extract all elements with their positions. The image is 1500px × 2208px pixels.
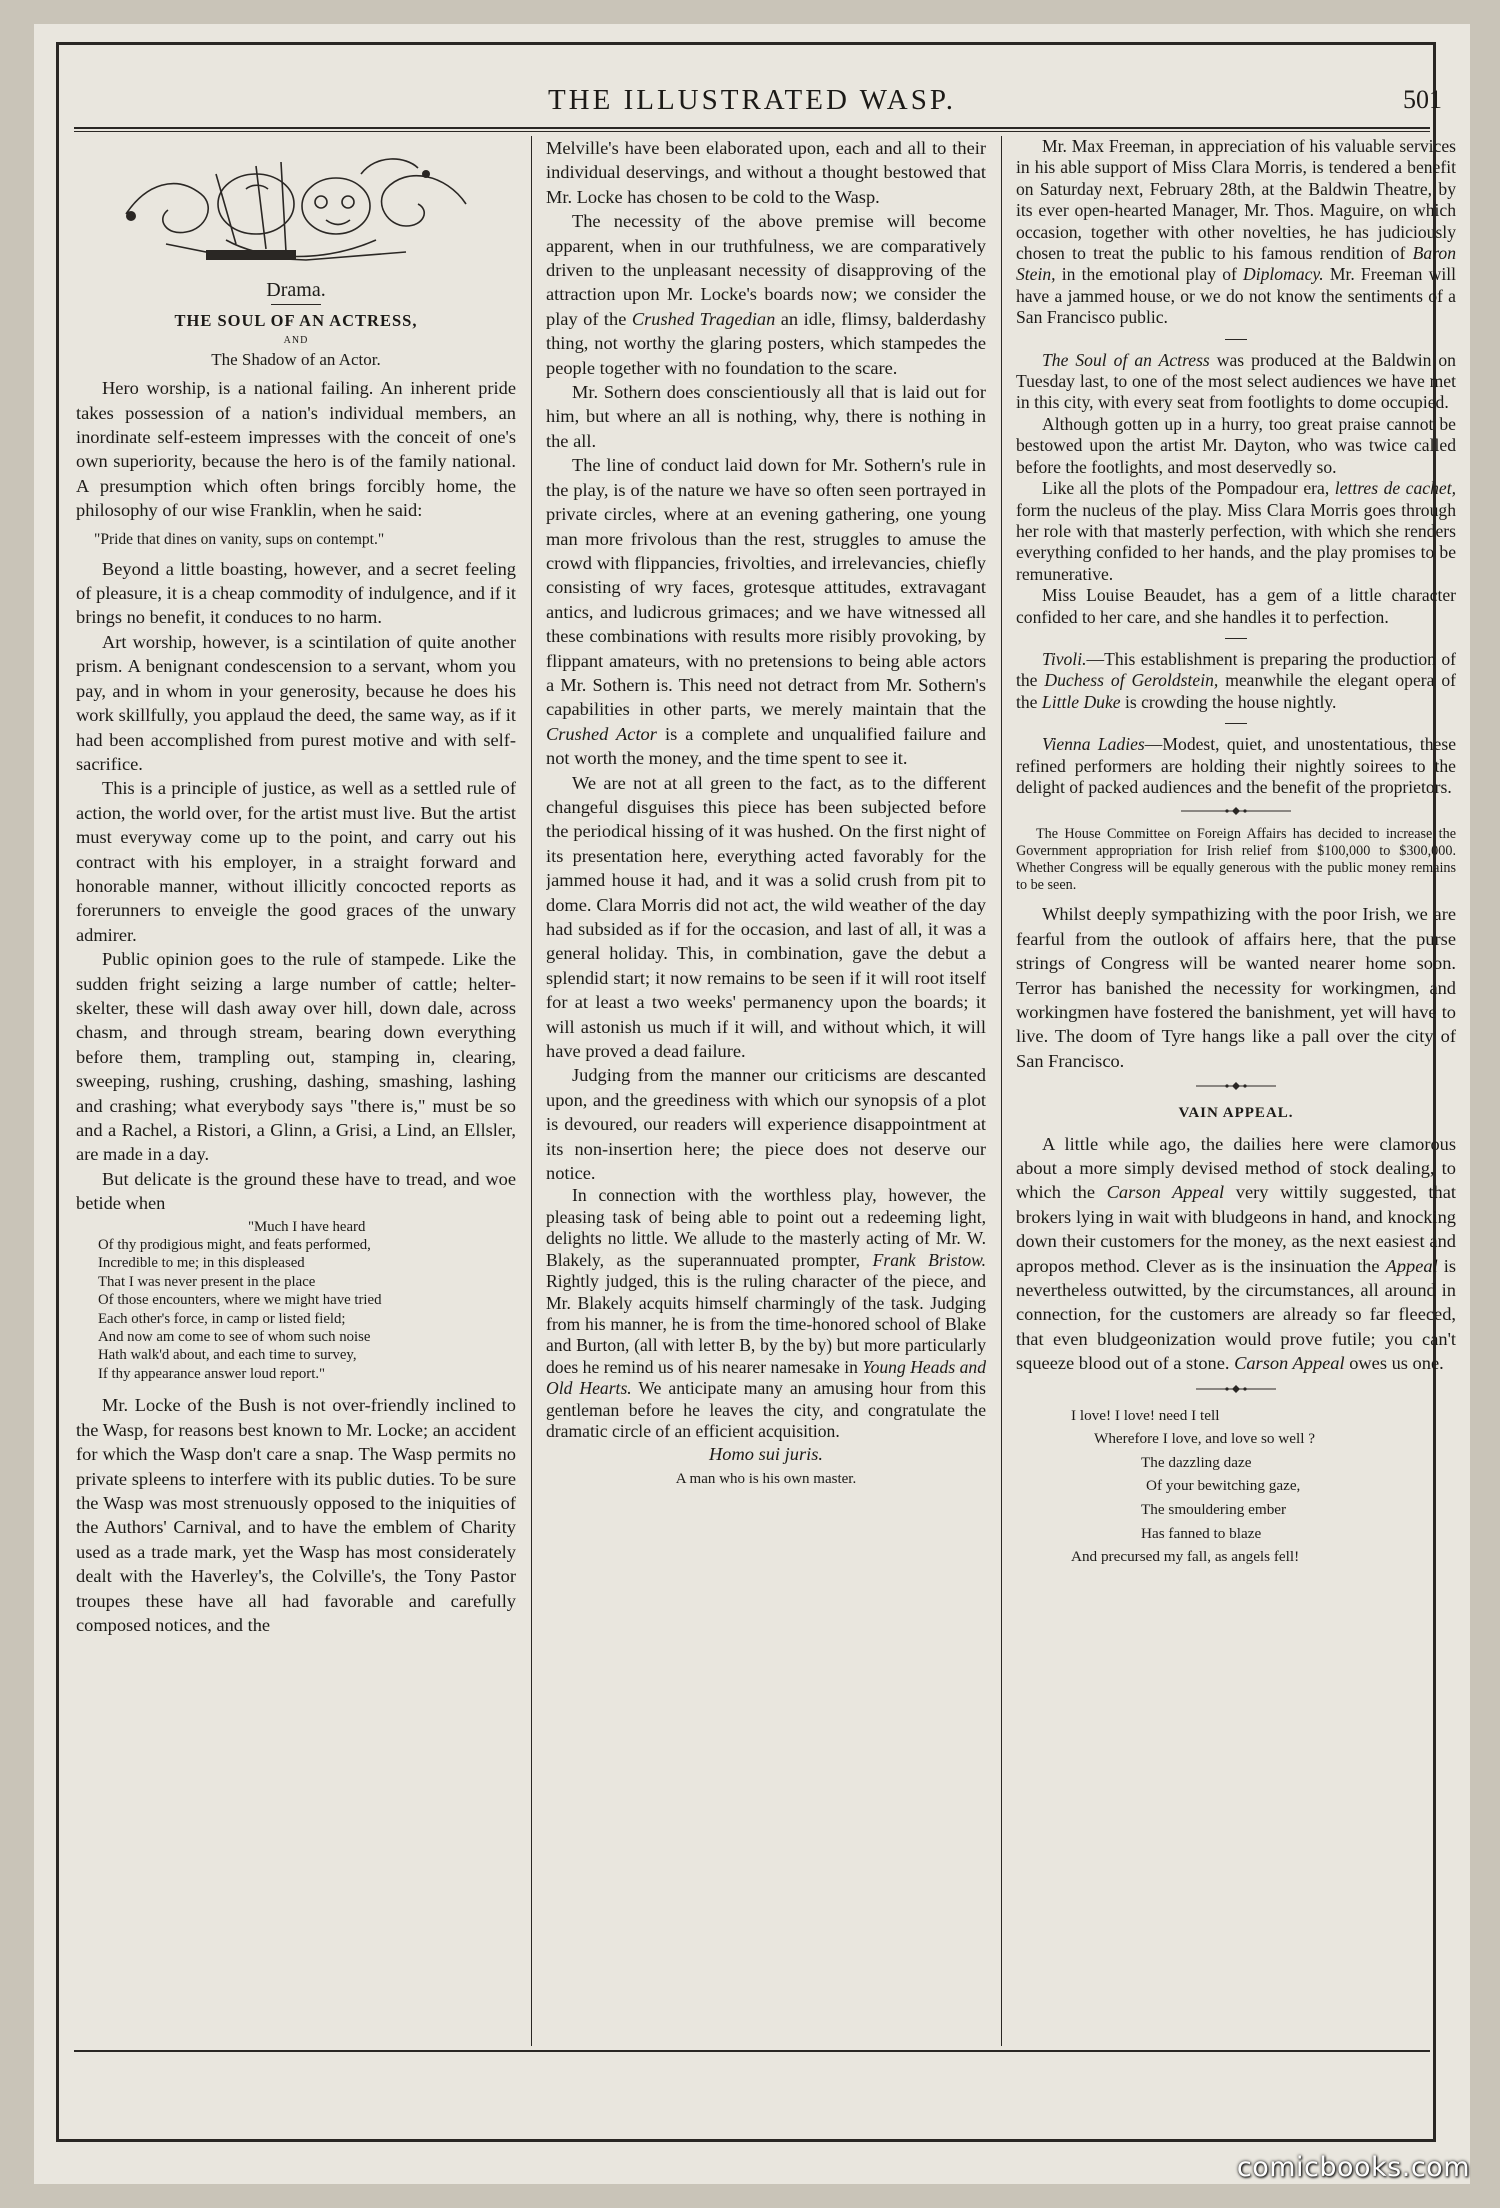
masthead-rule-thin xyxy=(74,131,1430,132)
paragraph: But delicate is the ground these have to tread, and woe betide when xyxy=(76,1168,516,1214)
character-name: Frank Bristow. xyxy=(872,1249,986,1270)
diamond-separator-icon xyxy=(1196,1384,1276,1394)
paragraph: A little while ago, the dailies here were clamorous about a more simply devised method of stock dealing, to which the Carson Appeal very wittily suggested, that brokers lying in wait with bludgeons in hand, and knocking down their customers for the money, as the next easiest and apropos method. Clever as is the insinuation the Appeal is nevertheless outwitted, by the circumstances, all around in connection, for the customers are already so far fleeced, that even bludgeonization would prove futile; you can't squeeze blood out of a stone. Carson Appeal owes us one. xyxy=(1016,1133,1456,1374)
section-name: Drama. xyxy=(266,279,326,301)
paragraph: Public opinion goes to the rule of stampede. Like the sudden fright seizing a large number of cattle; helter-skelter, these will dash away over hill, down dale, across chasm, and through stream, bearing down everything before them, trampling out, stamping in, clearing, sweeping, rushing, crushing, dashing, smashing, lashing and crashing; what everybody says "there is," must be so and a Rachel, a Ristori, a Glinn, a Grisi, a Lind, an Ellsler, are made in a day. xyxy=(76,949,516,1165)
column-divider-1 xyxy=(531,136,532,2046)
verse-line: Of your bewitching gaze, xyxy=(1146,1477,1301,1495)
column-3 xyxy=(1016,136,1456,2046)
masthead xyxy=(34,74,1470,126)
verse-line: Wherefore I love, and love so well ? xyxy=(1094,1430,1315,1448)
signature-translation: A man who is his own master. xyxy=(675,1470,857,1487)
paragraph: Miss Louise Beaudet, has a gem of a little character confided to her care, and she handles it to perfection. xyxy=(1016,585,1456,627)
paragraph: This is a principle of justice, as well as a settled rule of action, the world over, for the artist must live. But the artist must everyway come up to the point, and carry out his contract with his employer, in a straight forward and honorable manner, without illicitly concocted reports as forerunners to enveigle the good graces of the unwary admirer. xyxy=(76,778,516,945)
paragraph: The Soul of an Actress was produced at the Baldwin on Tuesday last, to one of the most select audiences we have met in this city, with every seat from footlights to dome occupied. xyxy=(1016,349,1456,413)
paragraph: Although gotten up in a hurry, too great praise cannot be bestowed upon the artist Mr. Dayton, who was twice called before the footlights, and most deservedly so. xyxy=(1016,413,1456,477)
vain-appeal-title: VAIN APPEAL. xyxy=(1178,1105,1294,1122)
franklin-quote: "Pride that dines on vanity, sups on contempt." xyxy=(94,530,385,548)
paragraph: Melville's have been elaborated upon, each and all to their individual deservings, and without a thought bestowed that Mr. Locke has chosen to be cold to the Wasp. xyxy=(546,138,986,207)
play-title: The Soul of an Actress xyxy=(1042,349,1210,370)
love-verse xyxy=(1016,1404,1456,1569)
article-headline: THE SOUL OF AN ACTRESS, xyxy=(174,311,418,331)
verse-line: And precursed my fall, as angels fell! xyxy=(1071,1548,1300,1566)
poem-line: Incredible to me; in this displeased xyxy=(98,1255,305,1272)
section-rule xyxy=(271,304,321,305)
column-2 xyxy=(546,136,986,2046)
verse-line: Has fanned to blaze xyxy=(1141,1524,1262,1542)
paragraph: We are not at all green to the fact, as to the different changeful disguises this piece has been subjected before the periodical hissing of it was hushed. On the first night of its presentation here, everything acted favorably for the jammed house it had, and it was a solid crush from pit to dome. Clara Morris did not act, the wild weather of the day had subsided as if for the occasion, and last of all, it was a general holiday. This, in combination, gave the debut a splendid start; it now remains to be seen if it will root itself for at least a two weeks' permanency upon the boards; it will astonish us much if it will, and without which, it will have proved a dead failure. xyxy=(546,772,986,1062)
short-rule xyxy=(1225,638,1247,639)
irish-relief-notice: The House Committee on Foreign Affairs has decided to increase the Government appropriation for Irish relief from $100,000 to $300,000. Whether Congress will be equally generous with the public money remains to be seen. xyxy=(1016,826,1456,894)
poem-line: Of those encounters, where we might have tried xyxy=(98,1292,382,1309)
play-title: Crushed Actor xyxy=(546,723,657,744)
paragraph: Art worship, however, is a scintilation of quite another prism. A benignant condescension to a servant, whom you pay, and in whom in your generosity, because he does his work skillfully, you applaud the deed, the same way, as if it had been accomplished from purest motive and with self-sacrifice. xyxy=(76,631,516,774)
poem-line: Hath walk'd about, and each time to survey, xyxy=(98,1347,357,1364)
poem-line: That I was never present in the place xyxy=(98,1273,316,1290)
paragraph: Mr. Locke of the Bush is not over-friendly inclined to the Wasp, for reasons best known to Mr. Locke; an accident for which the Wasp don't care a snap. The Wasp permits no private spleens to interfere with its public duties. To be sure the Wasp was most strenuously opposed to the iniquities of the Authors' Carnival, and to have the emblem of Charity used as a trade mark, yet the Wasp has most considerately dealt with the Haverley's, the Colville's, the Tony Pastor troupes these have all had favorable and carefully composed notices, and the xyxy=(76,1395,516,1635)
paragraph: Hero worship, is a national failing. An inherent pride takes possession of a nation's individual members, an inordinate self-esteem impresses with the conceit of one's own superiority, because the hero is of the family national. A presumption which often brings forcibly home, the philosophy of our wise Franklin, when he said: xyxy=(76,378,516,521)
short-rule xyxy=(1225,723,1247,724)
column-divider-2 xyxy=(1001,136,1002,2046)
column-1 xyxy=(76,136,516,2046)
paragraph: Mr. Max Freeman, in appreciation of his valuable services in his able support of Miss Clara Morris, is tendered a benefit on Saturday next, February 28th, at the Baldwin Theatre, by its ever open-hearted Manager, Mr. Thos. Maguire, on which occasion, together with other novelties, he has judiciously chosen to treat the public to his famous rendition of Baron Stein, in the emotional play of Diplomacy. Mr. Freeman will have a jammed house, or we do not know the sentiments of a San Francisco public. xyxy=(1016,136,1456,328)
paragraph: The necessity of the above premise will become apparent, when in our truthfulness, we are comparatively driven to the unpleasant necessity of disapproving of the attraction upon Mr. Locke's boards now; we consider the play of the Crushed Tragedian an idle, flimsy, balderdashy thing, not worthy the glaring posters, which stampedes the people together with no foundation to the scare. xyxy=(546,211,986,378)
page-number: 501 xyxy=(1403,85,1442,114)
signature: Homo sui juris. xyxy=(709,1444,823,1465)
paragraph: Beyond a little boasting, however, and a secret feeling of pleasure, it is a cheap commodity of indulgence, and if it brings no benefit, it conduces to no harm. xyxy=(76,558,516,628)
poem-line: "Much I have heard xyxy=(248,1218,366,1235)
newspaper-page xyxy=(34,24,1470,2184)
play-title: Crushed Tragedian xyxy=(631,308,776,329)
verse-line: I love! I love! need I tell xyxy=(1071,1406,1220,1424)
paragraph: Like all the plots of the Pompadour era, lettres de cachet, form the nucleus of the play. Miss Clara Morris goes through her role with that masterly perfection, with which she renders everything confided to her hands, and the play promises to be remunerative. xyxy=(1016,478,1456,584)
masthead-rule xyxy=(74,127,1430,129)
drama-ornament-icon xyxy=(106,144,486,272)
poem-line: Of thy prodigious might, and feats performed, xyxy=(98,1237,371,1254)
paragraph: Vienna Ladies—Modest, quiet, and unostentatious, these refined performers are holding their nightly soirees to the delight of packed audiences and the benefit of the proprietors. xyxy=(1016,734,1456,797)
article-subhead: The Shadow of an Actor. xyxy=(211,349,381,369)
paragraph: Judging from the manner our criticisms are descanted upon, and the greediness with which our synopsis of a plot is devoured, our readers will experience disappointment at its non-insertion here; the piece does not deserve our notice. xyxy=(546,1065,986,1184)
watermark: comicbooks.com xyxy=(1236,2152,1470,2183)
verse-line: The dazzling daze xyxy=(1141,1453,1252,1471)
paragraph: Mr. Sothern does conscientiously all that is laid out for him, but where an all is nothing, why, there is nothing in the all. xyxy=(546,382,986,451)
paragraph: Tivoli.—This establishment is preparing the production of the Duchess of Geroldstein, meanwhile the elegant opera of the Little Duke is crowding the house nightly. xyxy=(1016,648,1456,712)
diamond-separator-icon xyxy=(1181,806,1291,816)
diamond-separator-icon xyxy=(1196,1081,1276,1091)
short-rule xyxy=(1225,339,1247,340)
poem-quote xyxy=(98,1218,516,1384)
poem-line: And now am come to see of whom such noise xyxy=(98,1329,371,1346)
play-title: Young Heads and Old Hearts. xyxy=(546,1356,986,1399)
masthead-title: THE ILLUSTRATED WASP. xyxy=(547,84,957,116)
paragraph: Whilst deeply sympathizing with the poor Irish, we are fearful from the outlook of affairs here, that the purse strings of Congress will be wanted nearer home soon. Terror has banished the necessity for workingmen, and workingmen have fostered the banishment, yet will have to live. The doom of Tyre hangs like a pall over the city of San Francisco. xyxy=(1016,904,1456,1071)
headline-and: AND xyxy=(283,334,309,346)
poem-line: If thy appearance answer loud report." xyxy=(98,1365,326,1382)
poem-line: Each other's force, in camp or listed field; xyxy=(98,1310,346,1327)
bottom-rule xyxy=(74,2050,1430,2052)
paragraph: The line of conduct laid down for Mr. Sothern's rule in the play, is of the nature we have so often seen portrayed in private circles, where at an evening gathering, one young man more frivolous than the rest, struggles to amuse the crowd with flippancies, frivolties, and irrelevancies, chiefly consisting of wry faces, grotesque attitudes, extravagant antics, and ludicrous grimaces; and we have witnessed all these combinations with results more risibly provoking, by flippant amateurs, with no pretensions to being able actors a Mr. Sothern is. This need not detract from Mr. Sothern's capabilities in other parts, we merely maintain that the Crushed Actor is a complete and unqualified failure and not worth the money, and the time spent to see it. xyxy=(546,455,986,769)
verse-line: The smouldering ember xyxy=(1141,1501,1287,1519)
paragraph: In connection with the worthless play, however, the pleasing task of being able to point out a redeeming light, delights no little. We allude to the masterly acting of Mr. W. Blakely, as the superannuated prompter, Frank Bristow. Rightly judged, this is the ruling character of the piece, and Mr. Blakely acquits himself charmingly of the task. Judging from his manner, he is from the time-honored school of Blake and Burton, (all with letter B, by the by) but more particularly does he remind us of his nearer namesake in Young Heads and Old Hearts. We anticipate many an amusing hour from this gentleman before he leaves the city, and congratulate the dramatic circle of an efficient acquisition. xyxy=(546,1185,986,1441)
